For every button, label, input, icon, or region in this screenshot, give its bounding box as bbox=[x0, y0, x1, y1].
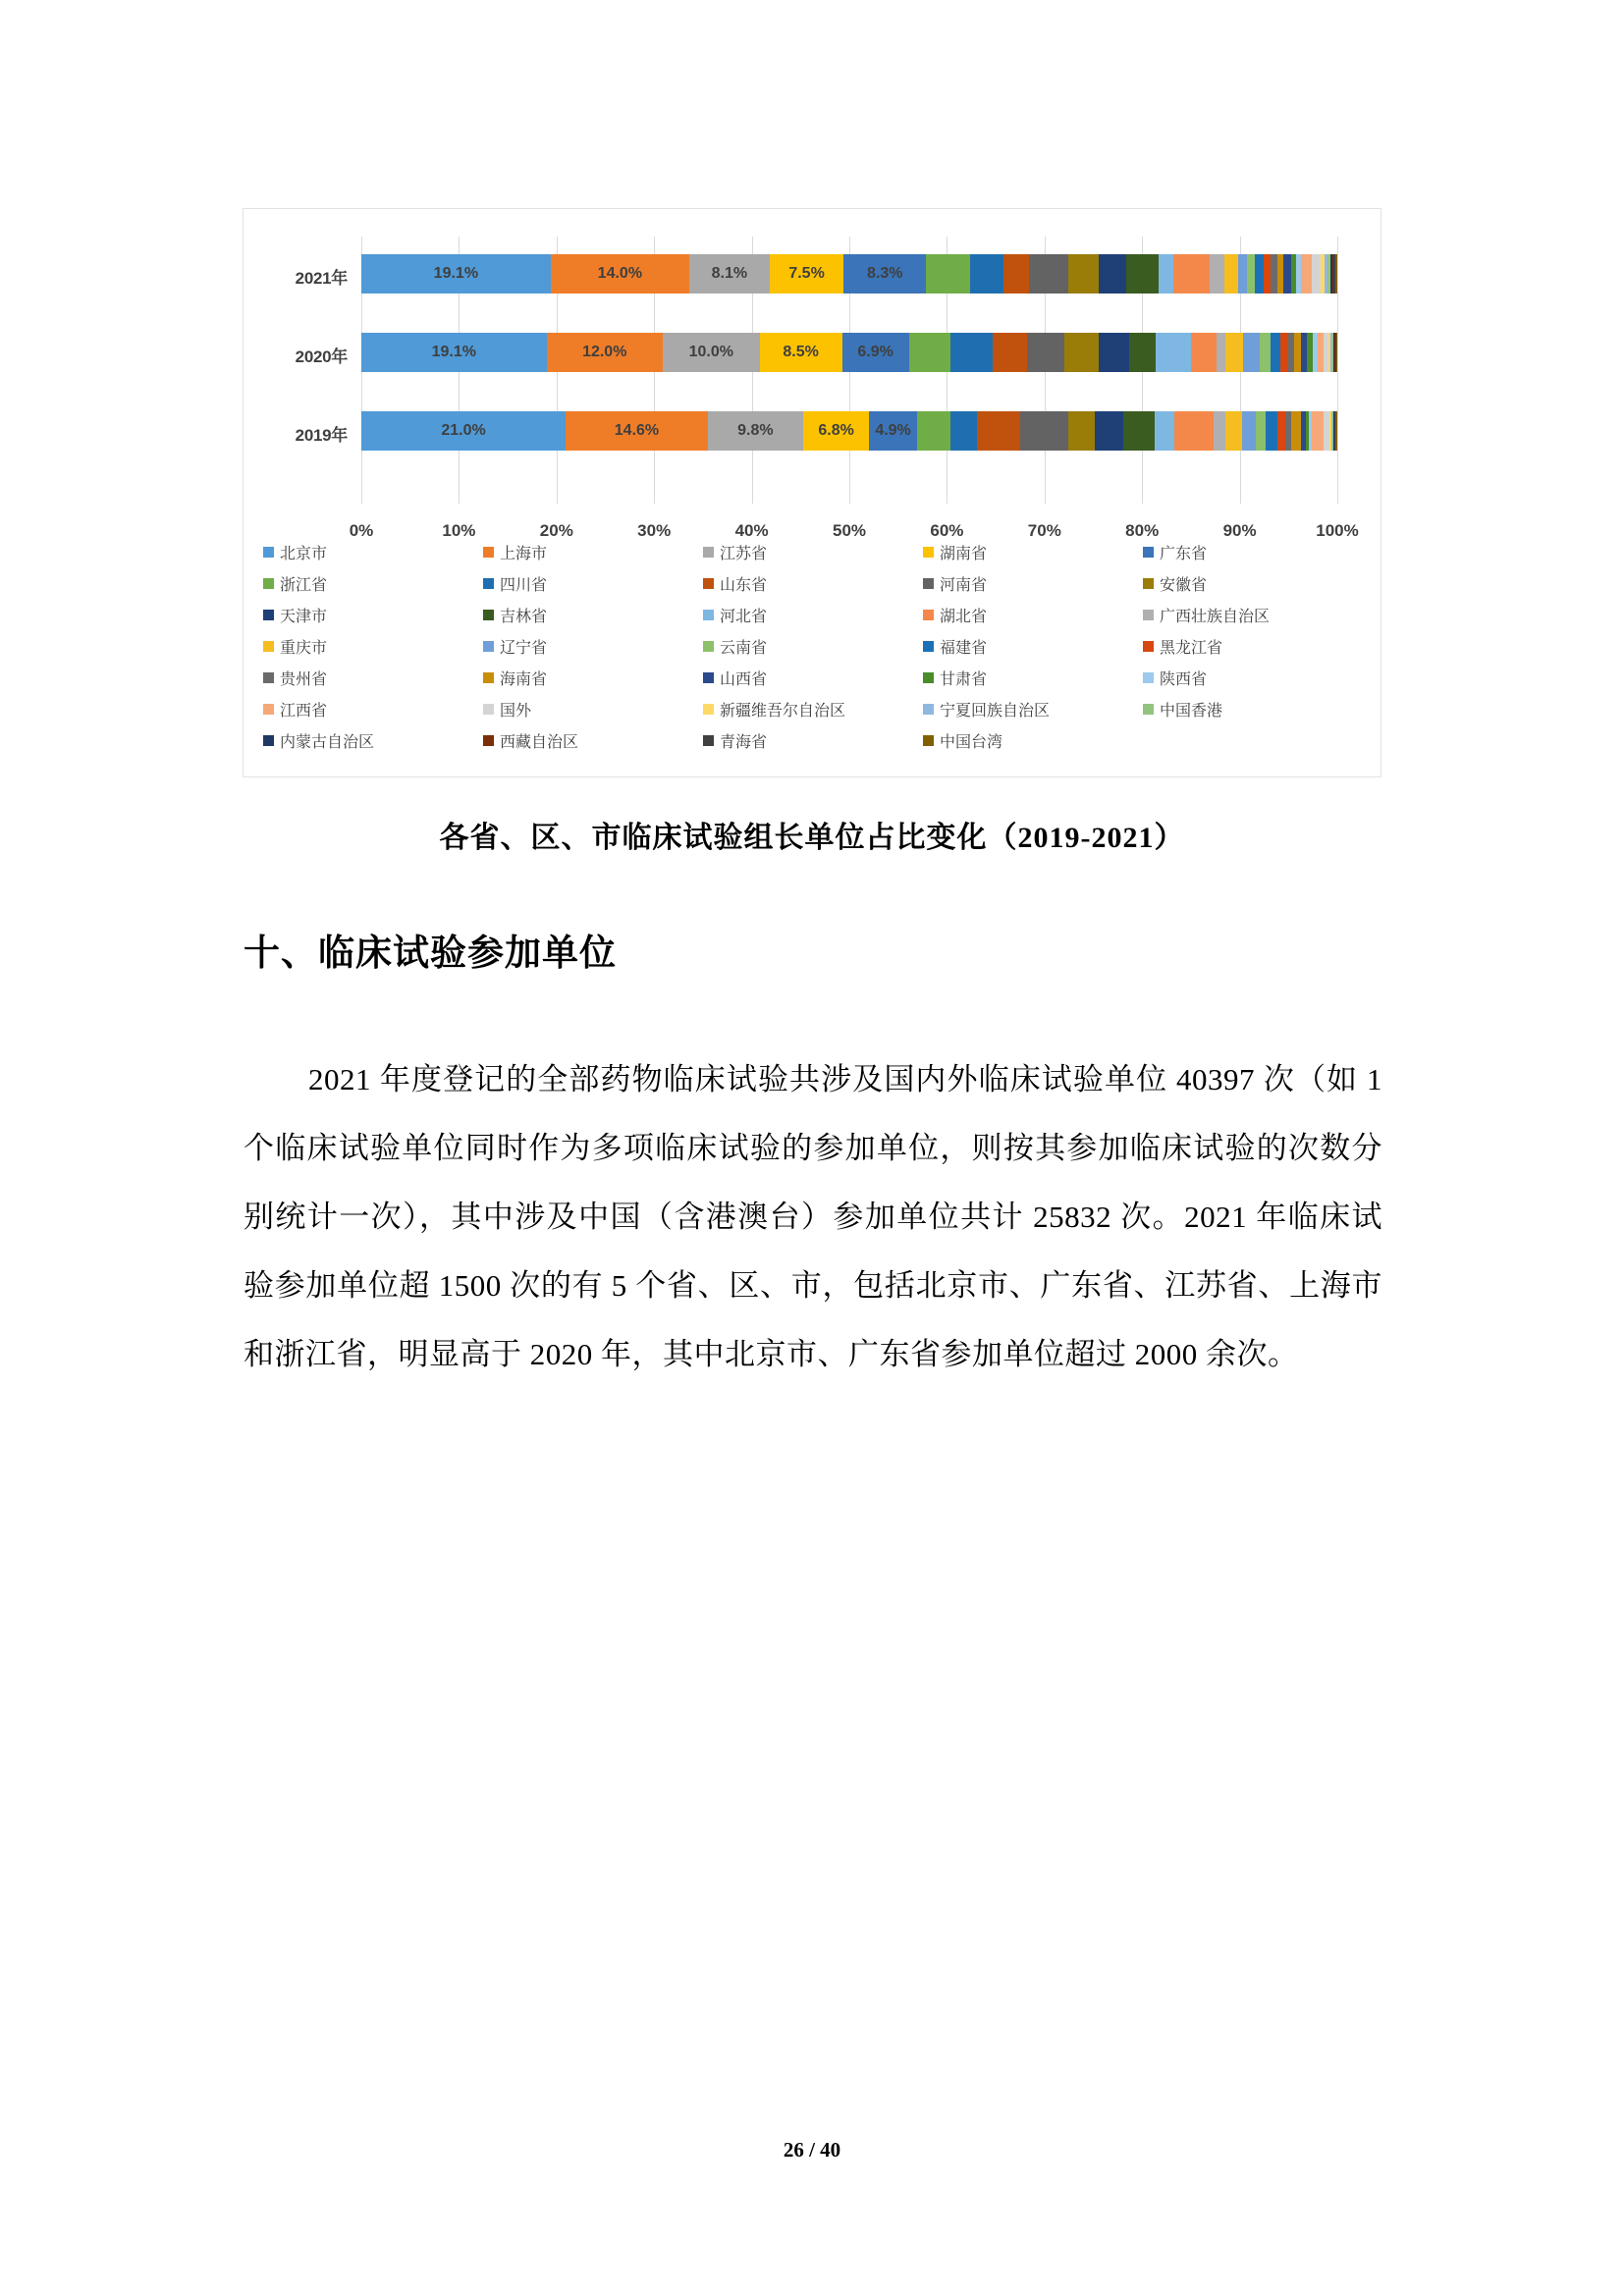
bar-segment bbox=[917, 411, 950, 451]
bar-segment bbox=[1156, 333, 1191, 372]
bar-segment bbox=[1225, 333, 1243, 372]
bar-segment bbox=[1214, 411, 1225, 451]
bar-segment bbox=[909, 333, 950, 372]
legend-item[interactable] bbox=[483, 635, 703, 658]
legend-item-label: 湖南省 bbox=[940, 546, 988, 562]
legend-item[interactable] bbox=[483, 604, 703, 626]
legend-swatch-icon bbox=[263, 672, 274, 683]
legend-item-label: 辽宁省 bbox=[500, 640, 548, 657]
legend-swatch-icon bbox=[703, 735, 714, 746]
legend-item[interactable] bbox=[483, 698, 703, 721]
x-axis-tick-label: 100% bbox=[1316, 521, 1359, 540]
legend-item[interactable] bbox=[263, 541, 483, 563]
bar-segment bbox=[1224, 254, 1238, 294]
bar-segment: 14.0% bbox=[551, 254, 689, 294]
bar-segment: 14.6% bbox=[566, 411, 708, 451]
chart-plot-area bbox=[244, 227, 1382, 540]
legend-swatch-icon bbox=[1143, 672, 1154, 683]
bar-segment: 8.5% bbox=[760, 333, 842, 372]
legend-item[interactable] bbox=[703, 667, 923, 689]
legend-swatch-icon bbox=[483, 610, 494, 620]
bar-segment bbox=[970, 254, 1003, 294]
x-axis-tick-label: 90% bbox=[1222, 521, 1257, 540]
bar-segment bbox=[1301, 254, 1311, 294]
legend-swatch-icon bbox=[1143, 610, 1154, 620]
bar-segment bbox=[1312, 254, 1321, 294]
bar-segment bbox=[1247, 254, 1255, 294]
bar-segment bbox=[1029, 254, 1068, 294]
legend-item-label: 青海省 bbox=[720, 734, 768, 751]
legend-swatch-icon bbox=[483, 704, 494, 715]
legend-swatch-icon bbox=[703, 672, 714, 683]
legend-item[interactable] bbox=[703, 572, 923, 595]
legend-item[interactable] bbox=[483, 667, 703, 689]
legend-swatch-icon bbox=[923, 704, 934, 715]
legend-swatch-icon bbox=[263, 641, 274, 652]
legend-item[interactable] bbox=[1143, 572, 1363, 595]
bar-segment bbox=[1027, 333, 1064, 372]
legend-item-label: 浙江省 bbox=[280, 577, 328, 594]
legend-item[interactable] bbox=[263, 698, 483, 721]
legend-swatch-icon bbox=[703, 641, 714, 652]
legend-item[interactable] bbox=[703, 541, 923, 563]
bar-segment bbox=[1336, 333, 1337, 372]
legend-swatch-icon bbox=[263, 578, 274, 589]
bar-segment bbox=[1255, 254, 1264, 294]
legend-item-label: 新疆维吾尔自治区 bbox=[720, 703, 846, 720]
bar-segment bbox=[1335, 254, 1337, 294]
legend-item-label: 中国台湾 bbox=[940, 734, 1003, 751]
legend-item-label: 云南省 bbox=[720, 640, 768, 657]
x-axis-tick-label: 60% bbox=[930, 521, 964, 540]
legend-item[interactable] bbox=[703, 729, 923, 752]
legend-swatch-icon bbox=[263, 610, 274, 620]
legend-item-label: 北京市 bbox=[280, 546, 328, 562]
bar-segment bbox=[1129, 333, 1157, 372]
legend-swatch-icon bbox=[923, 672, 934, 683]
bar-segment: 10.0% bbox=[663, 333, 760, 372]
bar-category-label: 2020年 bbox=[295, 347, 348, 366]
legend-item-label: 陕西省 bbox=[1160, 671, 1208, 688]
bar-segment: 8.1% bbox=[689, 254, 770, 294]
legend-item-label: 河北省 bbox=[720, 609, 768, 625]
bar-segment: 6.8% bbox=[803, 411, 869, 451]
stacked-bar-chart bbox=[243, 208, 1381, 777]
bar-segment bbox=[1020, 411, 1069, 451]
legend-item[interactable] bbox=[1143, 635, 1363, 658]
legend-item-label: 甘肃省 bbox=[940, 671, 988, 688]
legend-item[interactable] bbox=[483, 572, 703, 595]
legend-item[interactable] bbox=[923, 604, 1143, 626]
x-axis-tick-label: 80% bbox=[1125, 521, 1160, 540]
legend-item[interactable] bbox=[923, 698, 1143, 721]
legend-swatch-icon bbox=[923, 735, 934, 746]
bar-segment bbox=[1312, 411, 1324, 451]
legend-item[interactable] bbox=[703, 635, 923, 658]
bar-segment bbox=[1099, 333, 1129, 372]
bar-segment: 19.1% bbox=[361, 333, 547, 372]
bar-segment bbox=[1277, 411, 1285, 451]
legend-swatch-icon bbox=[483, 547, 494, 558]
bar-segment bbox=[1271, 333, 1280, 372]
legend-swatch-icon bbox=[703, 578, 714, 589]
bar-segment bbox=[1266, 411, 1278, 451]
bar-row bbox=[361, 411, 1337, 451]
bar-segment bbox=[1238, 254, 1247, 294]
legend-swatch-icon bbox=[923, 641, 934, 652]
bar-segment bbox=[1335, 411, 1337, 451]
bar-segment bbox=[1095, 411, 1123, 451]
bar-segment bbox=[1260, 333, 1271, 372]
legend-item-label: 吉林省 bbox=[500, 609, 548, 625]
bar-segment: 8.3% bbox=[843, 254, 926, 294]
legend-item-label: 湖北省 bbox=[940, 609, 988, 625]
chart-legend bbox=[263, 541, 1363, 752]
legend-swatch-icon bbox=[1143, 547, 1154, 558]
legend-swatch-icon bbox=[923, 547, 934, 558]
body-paragraph: 2021 年度登记的全部药物临床试验共涉及国内外临床试验单位 40397 次（如 1 个临床试验单位同时作为多项临床试验的参加单位，则按其参加临床试验的次数分别统计一次），其中涉及中国（含港澳台）参加单位共计 25832 次。2021 年临床试验参加单位超 1500 次的有 5 个省、区、市，包括北京市、广东省、江苏省、上海市和浙江省，明显高于 2020 年，其中北京市、广东省参加单位超过 2000 余次。 bbox=[244, 1062, 1382, 1371]
bar-row bbox=[361, 254, 1337, 294]
legend-item-label: 天津市 bbox=[280, 609, 328, 625]
legend-swatch-icon bbox=[483, 641, 494, 652]
bar-category-label: 2019年 bbox=[295, 426, 348, 445]
legend-item[interactable] bbox=[263, 729, 483, 752]
legend-swatch-icon bbox=[483, 578, 494, 589]
legend-swatch-icon bbox=[703, 547, 714, 558]
bar-segment bbox=[1271, 254, 1277, 294]
gridline bbox=[1337, 237, 1338, 504]
legend-item-label: 安徽省 bbox=[1160, 577, 1208, 594]
x-axis-tick-label: 20% bbox=[539, 521, 573, 540]
bar-segment: 19.1% bbox=[361, 254, 551, 294]
bar-category-label: 2021年 bbox=[295, 269, 348, 288]
x-axis-tick-label: 30% bbox=[637, 521, 672, 540]
x-axis-tick-label: 40% bbox=[734, 521, 769, 540]
legend-item-label: 宁夏回族自治区 bbox=[940, 703, 1051, 720]
legend-item-label: 江苏省 bbox=[720, 546, 768, 562]
bar-segment bbox=[1264, 254, 1271, 294]
bar-segment bbox=[1294, 333, 1301, 372]
bar-row bbox=[361, 333, 1337, 372]
bar-segment bbox=[1068, 411, 1095, 451]
bar-segment bbox=[950, 411, 978, 451]
legend-item-label: 内蒙古自治区 bbox=[280, 734, 375, 751]
legend-item-label: 重庆市 bbox=[280, 640, 328, 657]
legend-swatch-icon bbox=[923, 578, 934, 589]
bar-segment bbox=[1123, 411, 1155, 451]
legend-item[interactable] bbox=[483, 541, 703, 563]
legend-swatch-icon bbox=[483, 735, 494, 746]
legend-swatch-icon bbox=[1143, 641, 1154, 652]
legend-item[interactable] bbox=[1143, 541, 1363, 563]
legend-swatch-icon bbox=[263, 735, 274, 746]
bar-segment bbox=[1256, 411, 1266, 451]
legend-item-label: 上海市 bbox=[500, 546, 548, 562]
bar-segment bbox=[1126, 254, 1159, 294]
legend-item-label: 海南省 bbox=[500, 671, 548, 688]
section-heading: 十、临床试验参加单位 bbox=[244, 933, 617, 973]
legend-item[interactable] bbox=[483, 729, 703, 752]
page-number: 26 / 40 bbox=[783, 2138, 841, 2162]
bar-segment bbox=[1003, 254, 1029, 294]
legend-item-label: 国外 bbox=[500, 703, 532, 720]
legend-item[interactable] bbox=[263, 572, 483, 595]
legend-item[interactable] bbox=[703, 698, 923, 721]
bar-segment bbox=[993, 333, 1028, 372]
legend-item[interactable] bbox=[923, 541, 1143, 563]
bar-segment bbox=[1210, 254, 1224, 294]
legend-swatch-icon bbox=[483, 672, 494, 683]
bar-segment: 21.0% bbox=[361, 411, 566, 451]
bar-segment: 9.8% bbox=[708, 411, 803, 451]
bar-segment bbox=[1174, 411, 1214, 451]
legend-item[interactable] bbox=[703, 604, 923, 626]
bar-segment bbox=[1243, 333, 1260, 372]
x-axis-tick-label: 10% bbox=[442, 521, 476, 540]
bar-segment bbox=[977, 411, 1020, 451]
bar-segment: 12.0% bbox=[547, 333, 663, 372]
bar-segment bbox=[1225, 411, 1242, 451]
legend-item[interactable] bbox=[1143, 604, 1363, 626]
bar-segment bbox=[1191, 333, 1217, 372]
legend-item[interactable] bbox=[263, 635, 483, 658]
legend-item-label: 黑龙江省 bbox=[1160, 640, 1223, 657]
legend-item-label: 四川省 bbox=[500, 577, 548, 594]
bar-segment bbox=[926, 254, 969, 294]
legend-swatch-icon bbox=[1143, 704, 1154, 715]
legend-item-label: 山东省 bbox=[720, 577, 768, 594]
legend-swatch-icon bbox=[923, 610, 934, 620]
bar-segment bbox=[1064, 333, 1100, 372]
bar-segment bbox=[1291, 411, 1301, 451]
bar-segment bbox=[1155, 411, 1175, 451]
legend-item-label: 福建省 bbox=[940, 640, 988, 657]
x-axis-tick-label: 50% bbox=[832, 521, 867, 540]
x-axis-tick-label: 0% bbox=[349, 521, 374, 540]
legend-item[interactable] bbox=[1143, 698, 1363, 721]
legend-item-label: 山西省 bbox=[720, 671, 768, 688]
legend-item[interactable] bbox=[1143, 667, 1363, 689]
bar-segment: 4.9% bbox=[869, 411, 917, 451]
bar-segment bbox=[1099, 254, 1126, 294]
legend-item[interactable] bbox=[263, 667, 483, 689]
bar-segment bbox=[1159, 254, 1173, 294]
bar-segment bbox=[1173, 254, 1209, 294]
figure-caption: 各省、区、市临床试验组长单位占比变化（2019-2021） bbox=[439, 822, 1185, 854]
legend-item-label: 江西省 bbox=[280, 703, 328, 720]
legend-item-label: 贵州省 bbox=[280, 671, 328, 688]
legend-item[interactable] bbox=[923, 635, 1143, 658]
legend-item-label: 中国香港 bbox=[1160, 703, 1223, 720]
bar-segment bbox=[1068, 254, 1098, 294]
legend-swatch-icon bbox=[703, 704, 714, 715]
bar-segment bbox=[1217, 333, 1226, 372]
bar-segment bbox=[1283, 254, 1291, 294]
legend-item[interactable] bbox=[923, 729, 1143, 752]
legend-item-label: 广东省 bbox=[1160, 546, 1208, 562]
legend-item[interactable] bbox=[923, 572, 1143, 595]
legend-swatch-icon bbox=[1143, 578, 1154, 589]
legend-item-label: 广西壮族自治区 bbox=[1160, 609, 1271, 625]
legend-swatch-icon bbox=[703, 610, 714, 620]
legend-swatch-icon bbox=[263, 547, 274, 558]
bar-segment bbox=[1242, 411, 1256, 451]
x-axis-tick-label: 70% bbox=[1027, 521, 1061, 540]
bar-segment: 7.5% bbox=[770, 254, 844, 294]
legend-item-label: 河南省 bbox=[940, 577, 988, 594]
legend-item-label: 西藏自治区 bbox=[500, 734, 579, 751]
bar-segment: 6.9% bbox=[842, 333, 909, 372]
legend-swatch-icon bbox=[263, 704, 274, 715]
bar-segment bbox=[950, 333, 992, 372]
bar-segment bbox=[1280, 333, 1289, 372]
legend-item[interactable] bbox=[923, 667, 1143, 689]
legend-item[interactable] bbox=[263, 604, 483, 626]
